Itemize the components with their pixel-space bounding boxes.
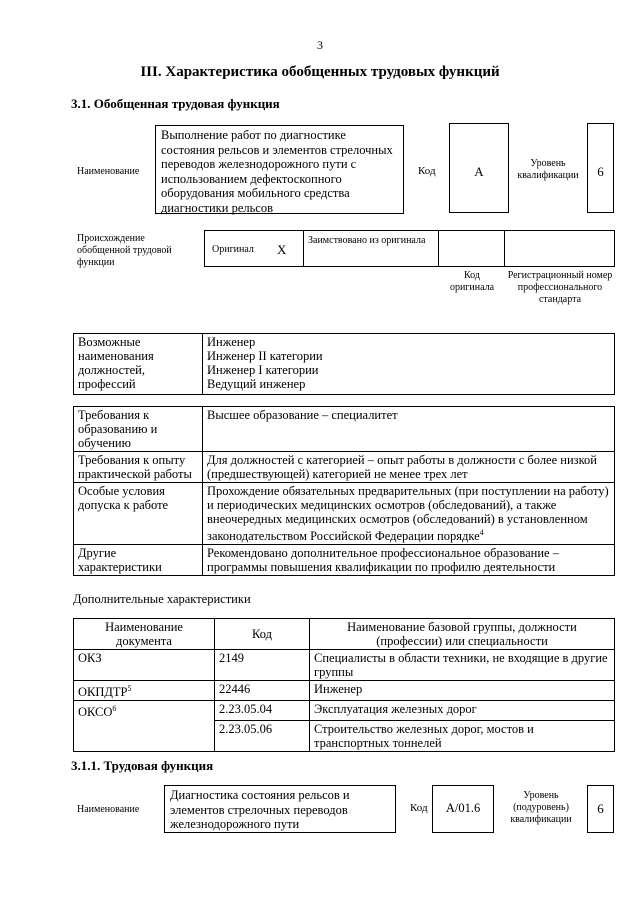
tf-name-box: Диагностика состояния рельсов и элементов стрелочных переводов железнодорожного пути — [164, 785, 396, 833]
position-item: Ведущий инженер — [207, 377, 306, 391]
reg-number-caption: Регистрационный номер профессионального стандарта — [507, 270, 613, 305]
req-conditions-value: Прохождение обязательных предварительных (при поступлении на работу) и периодических медицинских осмотров (обследований), а также внеочередных медицинских осмотров (обследований) в установленном законодательством Российской Федерации порядке — [207, 484, 609, 544]
positions-table — [73, 333, 615, 395]
additional-table — [73, 618, 615, 752]
row-doc-cell — [74, 681, 215, 701]
gtf-code-label: Код — [418, 165, 436, 177]
gtf-level-box: 6 — [587, 123, 614, 213]
row-code: 2149 — [215, 650, 310, 681]
table-row — [74, 650, 615, 681]
table-row — [74, 720, 615, 751]
row-doc-cell — [74, 720, 215, 751]
tf-level-label: Уровень (подуровень) квалификации — [510, 790, 572, 825]
requirements-table — [73, 406, 615, 576]
row-name: Строительство железных дорог, мостов и транспортных тоннелей — [310, 720, 615, 751]
footnote-ref: 6 — [112, 704, 117, 714]
position-item: Инженер II категории — [207, 349, 323, 363]
footnote-ref: 4 — [479, 528, 484, 537]
footnote-ref: 5 — [127, 684, 132, 693]
row-code: 2.23.05.06 — [215, 720, 310, 751]
gtf-name-label: Наименование — [77, 166, 140, 177]
positions-label: Возможные наименования должностей, профессий — [74, 334, 203, 395]
origin-original-label: Оригинал — [212, 244, 254, 255]
gtf-name-box: Выполнение работ по диагностике состояния рельсов и элементов стрелочных переводов железнодорожного пути с использованием дефектоскопного оборудования мобильного средства диагностики рельсов — [155, 125, 404, 214]
gtf-level-label: Уровень квалификации — [517, 158, 579, 181]
table-row — [74, 681, 615, 701]
header-name: Наименование базовой группы, должности (профессии) или специальности — [310, 619, 615, 650]
req-conditions-label: Особые условия допуска к работе — [74, 483, 203, 545]
req-conditions-cell — [203, 483, 615, 545]
tf-code-label: Код — [410, 802, 428, 814]
gtf-heading: 3.1. Обобщенная трудовая функция — [71, 96, 280, 111]
tf-name-label: Наименование — [77, 804, 140, 815]
origin-reg-cell — [504, 230, 615, 267]
gtf-origin-label: Происхождение обобщенной трудовой функции — [77, 233, 172, 268]
row-doc-cell — [74, 650, 215, 681]
req-other-value: Рекомендовано дополнительное профессиональное образование – программы повышения квалификации по профилю деятельности — [203, 545, 615, 576]
tf-heading: 3.1.1. Трудовая функция — [71, 758, 214, 773]
req-other-label: Другие характеристики — [74, 545, 203, 576]
position-item: Инженер I категории — [207, 363, 319, 377]
tf-code-box: A/01.6 — [432, 785, 494, 833]
row-code: 22446 — [215, 681, 310, 701]
origin-borrowed-cell: Заимствовано из оригинала — [303, 230, 439, 267]
header-document: Наименование документа — [74, 619, 215, 650]
row-name: Специалисты в области техники, не входящие в другие группы — [310, 650, 615, 681]
req-education-label: Требования к образованию и обучению — [74, 407, 203, 452]
header-code: Код — [215, 619, 310, 650]
section-title: III. Характеристика обобщенных трудовых функций — [140, 64, 500, 80]
tf-level-box: 6 — [587, 785, 614, 833]
row-doc-cell — [74, 701, 215, 721]
page-number: 3 — [317, 38, 323, 52]
row-doc: ОКСО — [78, 705, 113, 720]
gtf-code-box: А — [449, 123, 509, 213]
additional-title: Дополнительные характеристики — [73, 592, 251, 606]
req-experience-label: Требования к опыту практической работы — [74, 452, 203, 483]
origin-original-mark: X — [277, 242, 287, 257]
row-code: 2.23.05.04 — [215, 701, 310, 721]
positions-list — [203, 334, 615, 395]
req-education-value: Высшее образование – специалитет — [203, 407, 615, 452]
row-doc: ОКЗ — [78, 651, 102, 665]
req-experience-value: Для должностей с категорией – опыт работы в должности с более низкой (предшествующей) категорией не менее трех лет — [203, 452, 615, 483]
code-original-caption: Код оригинала — [449, 270, 495, 293]
origin-original-cell — [204, 230, 304, 267]
row-doc: ОКПДТР — [78, 685, 128, 700]
position-item: Инженер — [207, 335, 256, 349]
origin-code-cell — [438, 230, 505, 267]
row-name: Эксплуатация железных дорог — [310, 701, 615, 721]
row-name: Инженер — [310, 681, 615, 701]
table-row — [74, 701, 615, 721]
